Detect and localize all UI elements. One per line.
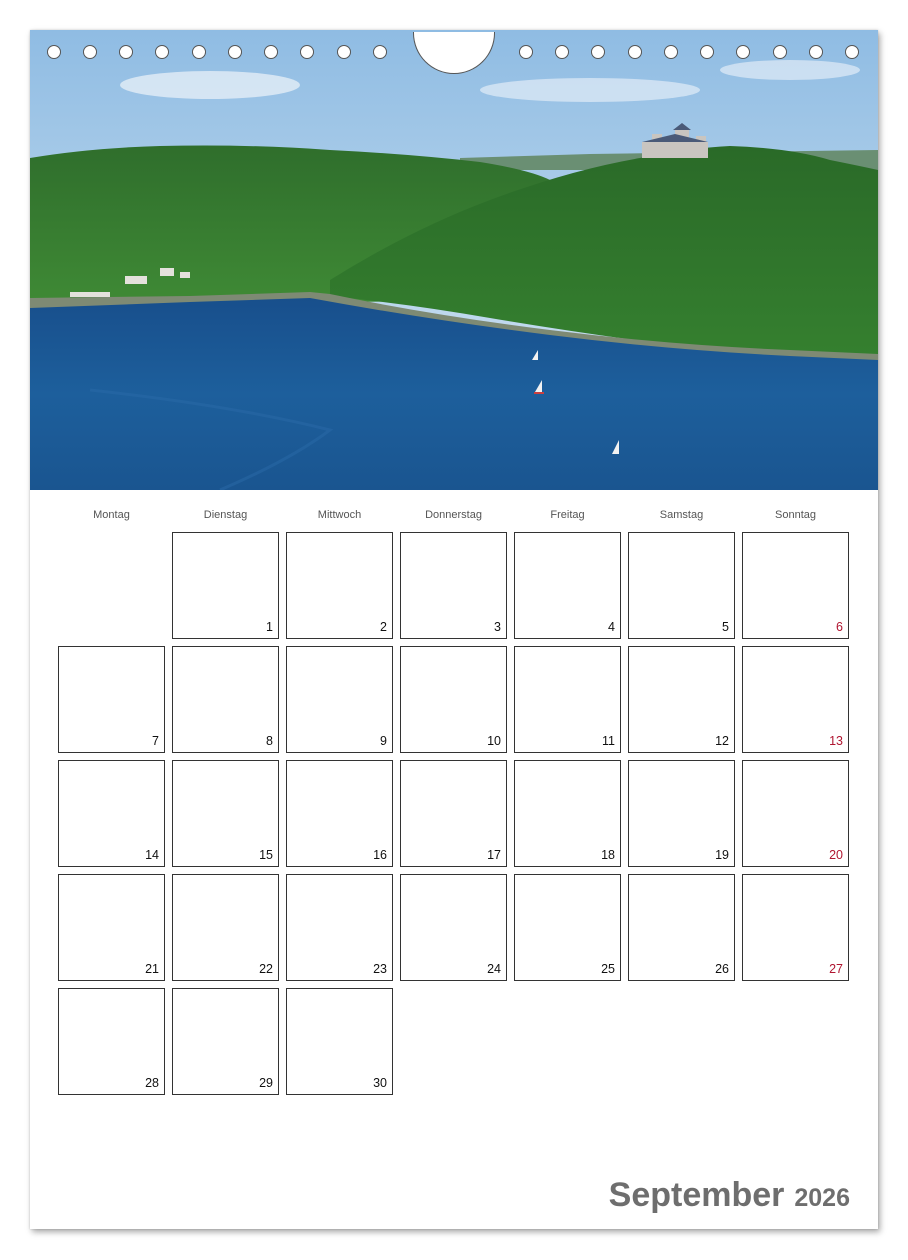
day-number: 28 — [145, 1076, 159, 1090]
day-cell — [172, 646, 279, 753]
day-number: 6 — [836, 620, 843, 634]
binding-hole — [192, 45, 206, 59]
day-number: 23 — [373, 962, 387, 976]
day-number: 18 — [601, 848, 615, 862]
binding-hole — [337, 45, 351, 59]
binding-hole — [809, 45, 823, 59]
day-number: 2 — [380, 620, 387, 634]
day-cell — [628, 532, 735, 639]
day-number: 26 — [715, 962, 729, 976]
day-number: 10 — [487, 734, 501, 748]
day-number: 27 — [829, 962, 843, 976]
weekday-wednesday: Mittwoch — [317, 509, 362, 521]
day-cell — [286, 532, 393, 639]
day-number: 24 — [487, 962, 501, 976]
month-title — [609, 1176, 850, 1215]
binding-hole — [119, 45, 133, 59]
day-cell — [514, 532, 621, 639]
day-number: 7 — [152, 734, 159, 748]
binding-hole — [373, 45, 387, 59]
day-cell — [58, 760, 165, 867]
day-cell — [286, 760, 393, 867]
day-number: 22 — [259, 962, 273, 976]
day-number: 11 — [602, 734, 615, 748]
hanger-cutout — [413, 32, 495, 74]
day-number: 19 — [715, 848, 729, 862]
landscape-photo — [30, 30, 878, 490]
binding-hole — [736, 45, 750, 59]
day-cell — [172, 874, 279, 981]
day-number: 4 — [608, 620, 615, 634]
day-number: 30 — [373, 1076, 387, 1090]
day-number: 15 — [259, 848, 273, 862]
year-label: 2026 — [794, 1184, 850, 1212]
day-cell — [286, 988, 393, 1095]
binding-hole — [591, 45, 605, 59]
day-number: 25 — [601, 962, 615, 976]
day-number: 16 — [373, 848, 387, 862]
day-cell — [742, 874, 849, 981]
calendar-page — [30, 30, 878, 1229]
day-cell — [742, 646, 849, 753]
day-number: 13 — [829, 734, 843, 748]
day-cell — [514, 874, 621, 981]
day-number: 14 — [145, 848, 159, 862]
binding-hole — [155, 45, 169, 59]
binding-hole — [555, 45, 569, 59]
day-number: 3 — [494, 620, 501, 634]
day-cell — [514, 646, 621, 753]
day-number: 21 — [145, 962, 159, 976]
day-number: 5 — [722, 620, 729, 634]
binding-hole — [773, 45, 787, 59]
day-cell — [628, 760, 735, 867]
day-number: 17 — [487, 848, 501, 862]
day-cell — [400, 760, 507, 867]
binding-hole — [845, 45, 859, 59]
weekday-saturday: Samstag — [659, 509, 704, 521]
day-cell — [172, 532, 279, 639]
binding-hole — [628, 45, 642, 59]
binding-hole — [519, 45, 533, 59]
binding-hole — [700, 45, 714, 59]
day-number: 29 — [259, 1076, 273, 1090]
binding-hole — [264, 45, 278, 59]
weekday-tuesday: Dienstag — [203, 509, 248, 521]
day-cell — [286, 646, 393, 753]
day-number: 20 — [829, 848, 843, 862]
day-cell — [172, 988, 279, 1095]
day-cell — [628, 646, 735, 753]
binding-hole — [300, 45, 314, 59]
day-cell — [400, 874, 507, 981]
day-number: 12 — [715, 734, 729, 748]
day-cell — [742, 760, 849, 867]
weekday-monday: Montag — [93, 509, 130, 521]
month-name: September — [608, 1176, 785, 1214]
binding-hole — [228, 45, 242, 59]
weekday-thursday: Donnerstag — [425, 509, 482, 521]
weekday-friday: Freitag — [550, 509, 585, 521]
day-cell — [172, 760, 279, 867]
day-cell — [514, 760, 621, 867]
binding-hole — [83, 45, 97, 59]
day-cell — [742, 532, 849, 639]
day-number: 1 — [266, 620, 273, 634]
spiral-binding — [30, 30, 878, 80]
day-cell — [286, 874, 393, 981]
day-cell — [58, 646, 165, 753]
weekday-sunday: Sonntag — [775, 509, 816, 521]
day-cell — [400, 646, 507, 753]
binding-hole — [47, 45, 61, 59]
day-number: 9 — [380, 734, 387, 748]
day-number: 8 — [266, 734, 273, 748]
day-cell — [58, 874, 165, 981]
binding-hole — [664, 45, 678, 59]
day-cell — [628, 874, 735, 981]
day-cell — [400, 532, 507, 639]
landscape-photo-lake-castle — [30, 30, 878, 490]
day-cell — [58, 988, 165, 1095]
